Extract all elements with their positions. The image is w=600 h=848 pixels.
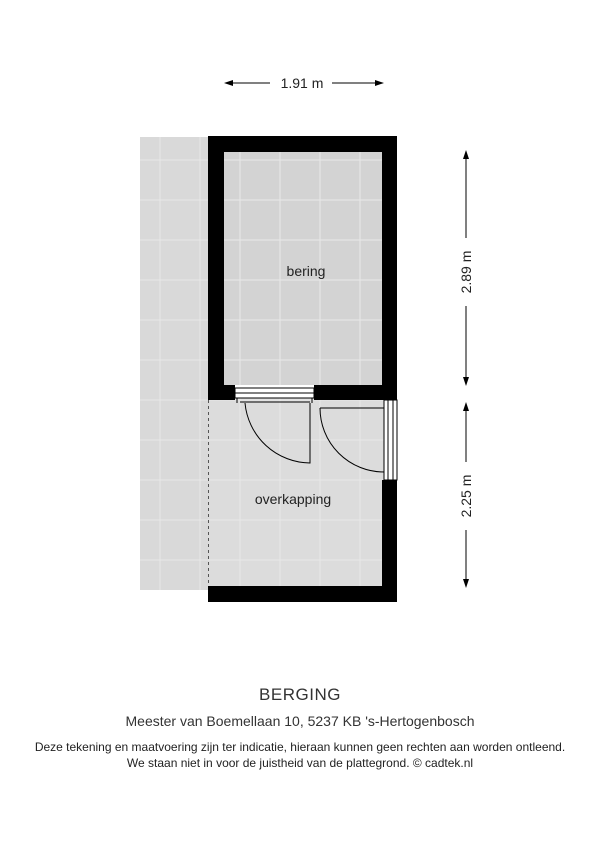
arrow-right-icon	[375, 80, 384, 86]
disclaimer-line-2: We staan niet in voor de juistheid van de plattegrond. © cadtek.nl	[126, 756, 474, 770]
wall-right-lower	[382, 480, 397, 602]
wall-middle-left	[208, 385, 235, 400]
arrow-down-icon	[463, 377, 469, 386]
wall-bottom	[208, 586, 397, 602]
dimension-height-lower-label: 2.25 m	[458, 474, 474, 518]
terrace-area	[140, 137, 210, 590]
wall-middle-right	[314, 385, 397, 400]
arrow-up-icon	[463, 402, 469, 411]
wall-top	[208, 136, 397, 152]
wall-left-upper	[208, 136, 224, 400]
arrow-down-icon	[463, 579, 469, 588]
plan-title: BERGING	[259, 685, 341, 704]
room-label-canopy: overkapping	[254, 491, 332, 507]
wall-right-upper	[382, 136, 397, 400]
dimension-height-upper-label: 2.89 m	[458, 250, 474, 294]
plan-address: Meester van Boemellaan 10, 5237 KB 's-Hertogenbosch	[125, 713, 475, 729]
room-label-storage: bering	[286, 263, 326, 279]
arrow-up-icon	[463, 150, 469, 159]
disclaimer-line-1: Deze tekening en maatvoering zijn ter indicatie, hieraan kunnen geen rechten aan worden ontleend.	[34, 740, 566, 754]
arrow-left-icon	[224, 80, 233, 86]
dimension-width-label: 1.91 m	[280, 75, 324, 91]
